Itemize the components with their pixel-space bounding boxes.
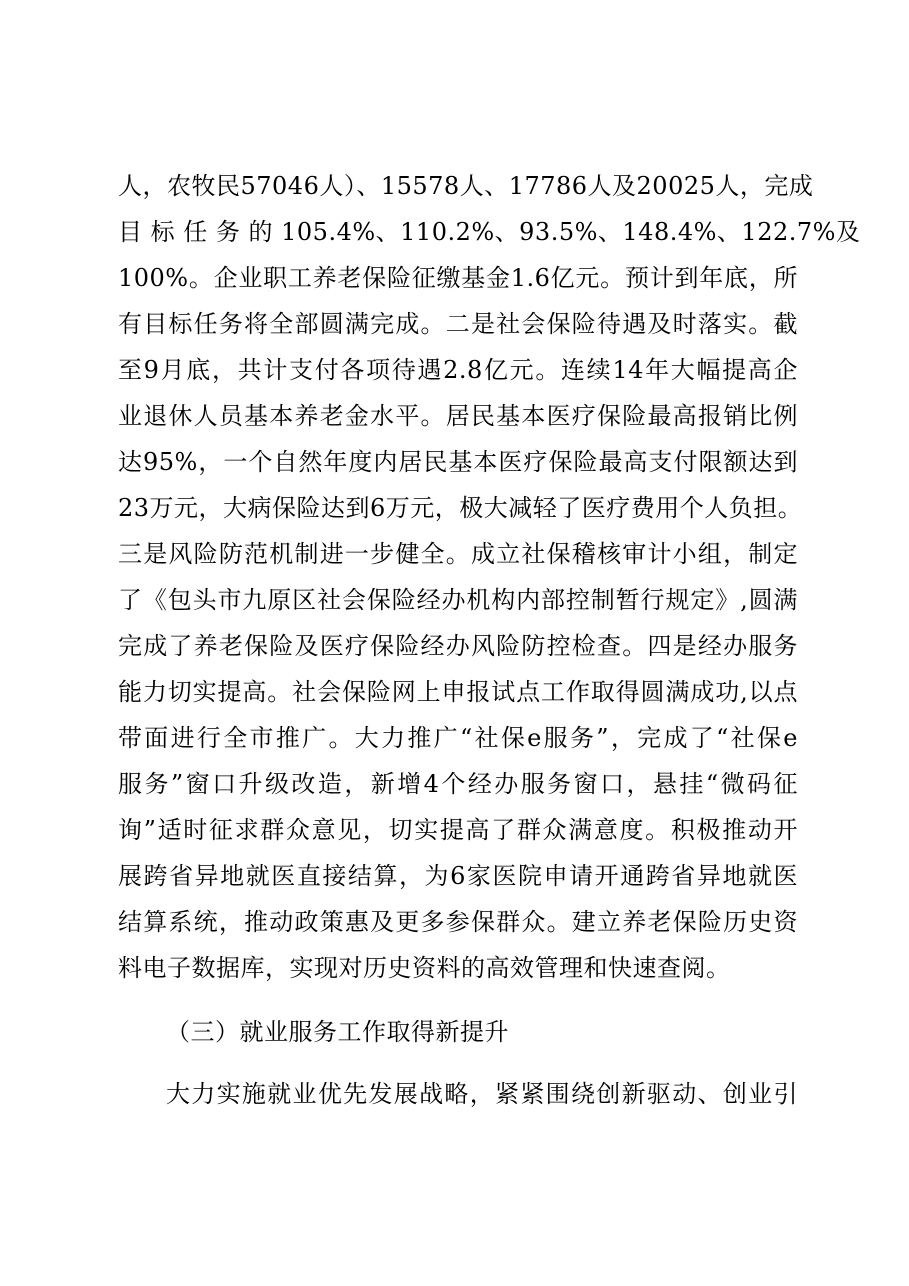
body-text-line: 展跨省异地就医直接结算，为6家医院申请开通跨省异地就医 [118, 862, 798, 890]
body-text-line: 带面进行全市推广。大力推广“社保e服务”，完成了“社保e [118, 724, 798, 752]
body-text-line: 业退休人员基本养老金水平。居民基本医疗保险最高报销比例 [118, 402, 798, 430]
body-text-line: 至9月底，共计支付各项待遇2.8亿元。连续14年大幅提高企 [118, 356, 798, 384]
body-text-line: 目 标 任 务 的 105.4%、110.2%、93.5%、148.4%、122.7%及 [118, 218, 861, 246]
body-text-line: 了《包头市九原区社会保险经办机构内部控制暂行规定》,圆满 [118, 586, 798, 614]
paragraph-first-line: 大力实施就业优先发展战略，紧紧围绕创新驱动、创业引 [166, 1080, 798, 1108]
body-text-line: 达95%，一个自然年度内居民基本医疗保险最高支付限额达到 [118, 448, 798, 476]
body-text-line: 能力切实提高。社会保险网上申报试点工作取得圆满成功,以点 [118, 678, 798, 706]
body-text-line: 有目标任务将全部圆满完成。二是社会保险待遇及时落实。截 [118, 310, 798, 338]
body-text-line: 人，农牧民57046人）、15578人、17786人及20025人，完成 [118, 172, 814, 200]
section-heading: （三）就业服务工作取得新提升 [166, 1018, 509, 1046]
body-text-line: 料电子数据库，实现对历史资料的高效管理和快速查阅。 [118, 954, 731, 982]
body-text-line: 23万元，大病保险达到6万元，极大减轻了医疗费用个人负担。 [118, 494, 803, 522]
body-text-line: 结算系统，推动政策惠及更多参保群众。建立养老保险历史资 [118, 908, 798, 936]
body-text-line: 完成了养老保险及医疗保险经办风险防控检查。四是经办服务 [118, 632, 798, 660]
body-text-line: 100%。企业职工养老保险征缴基金1.6亿元。预计到年底，所 [118, 264, 798, 292]
body-text-line: 服务”窗口升级改造，新增4个经办服务窗口，悬挂“微码征 [118, 770, 798, 798]
body-text-line: 三是风险防范机制进一步健全。成立社保稽核审计小组，制定 [118, 540, 798, 568]
body-text-line: 询”适时征求群众意见，切实提高了群众满意度。积极推动开 [118, 816, 798, 844]
